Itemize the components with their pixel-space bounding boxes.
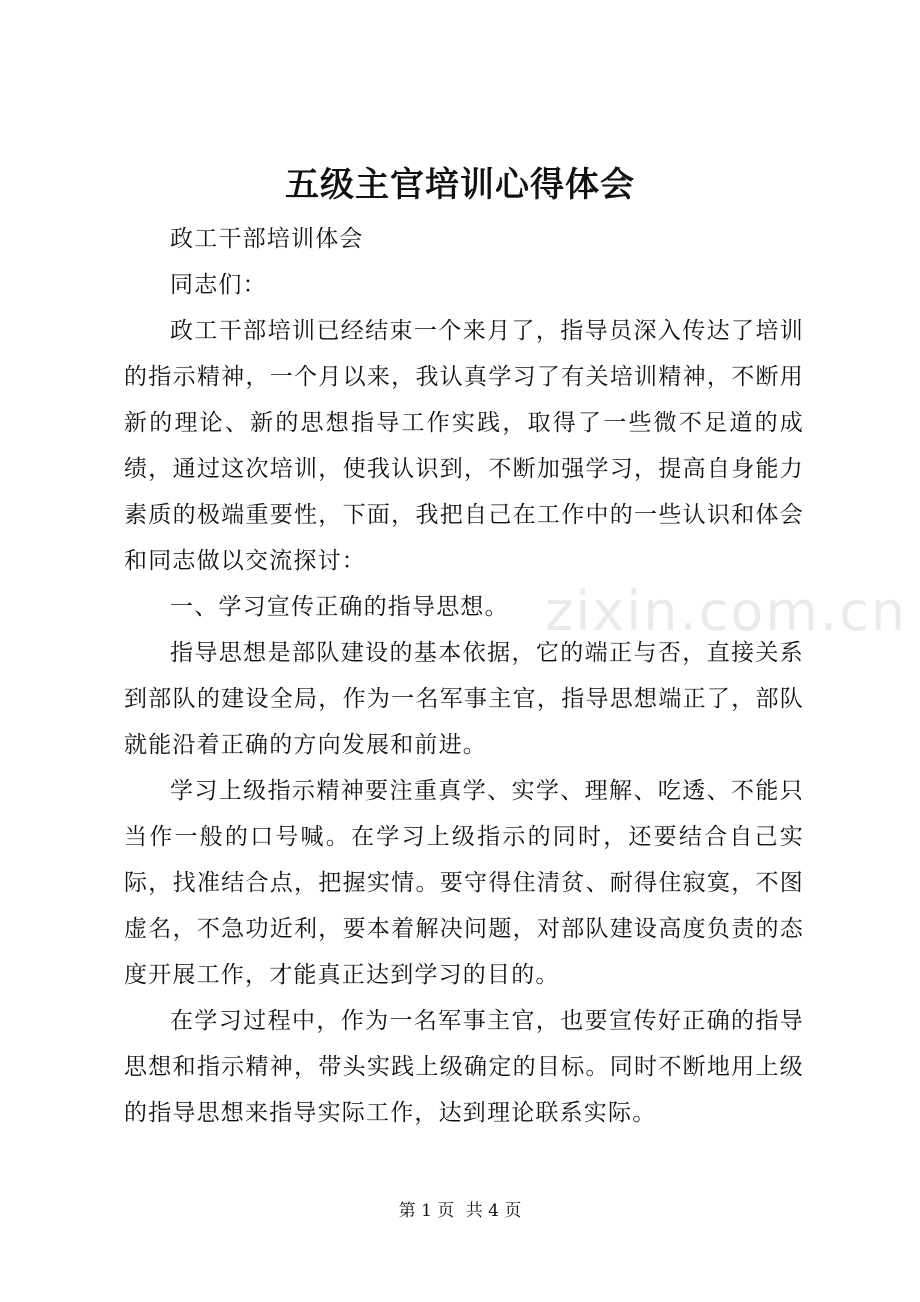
document-body: [124, 216, 804, 1136]
paragraph-body-3: 在学习过程中，作为一名军事主官，也要宣传好正确的指导思想和指示精神，带头实践上级确定的目标。同时不断地用上级的指导思想来指导实际工作，达到理论联系实际。: [124, 1008, 804, 1126]
page-footer: [0, 1199, 920, 1223]
paragraph-intro: 政工干部培训已经结束一个来月了，指导员深入传达了培训的指示精神，一个月以来，我认真学习了有关培训精神，不断用新的理论、新的思想指导工作实践，取得了一些微不足道的成绩，通过这次培训，使我认识到，不断加强学习，提高自身能力素质的极端重要性，下面，我把自己在工作中的一些认识和体会和同志做以交流探讨：: [124, 318, 804, 574]
page-total: 共 4 页: [465, 1201, 522, 1221]
page-number: 第 1 页: [398, 1201, 455, 1221]
paragraph-section-heading: 一、学习宣传正确的指导思想。: [170, 594, 509, 620]
paragraph-body-1: 指导思想是部队建设的基本依据，它的端正与否，直接关系到部队的建设全局，作为一名军事主官，指导思想端正了，部队就能沿着正确的方向发展和前进。: [124, 640, 804, 758]
paragraph-heading-sub: 政工干部培训体会: [170, 226, 364, 252]
document-title: 五级主官培训心得体会: [285, 165, 635, 205]
watermark: zixin.com.cn: [545, 580, 908, 643]
paragraph-salutation: 同志们：: [170, 272, 267, 298]
paragraph-body-2: 学习上级指示精神要注重真学、实学、理解、吃透、不能只当作一般的口号喊。在学习上级指示的同时，还要结合自己实际，找准结合点，把握实情。要守得住清贫、耐得住寂寞，不图虚名，不急功近利，要本着解决问题，对部队建设高度负责的态度开展工作，才能真正达到学习的目的。: [124, 778, 804, 988]
